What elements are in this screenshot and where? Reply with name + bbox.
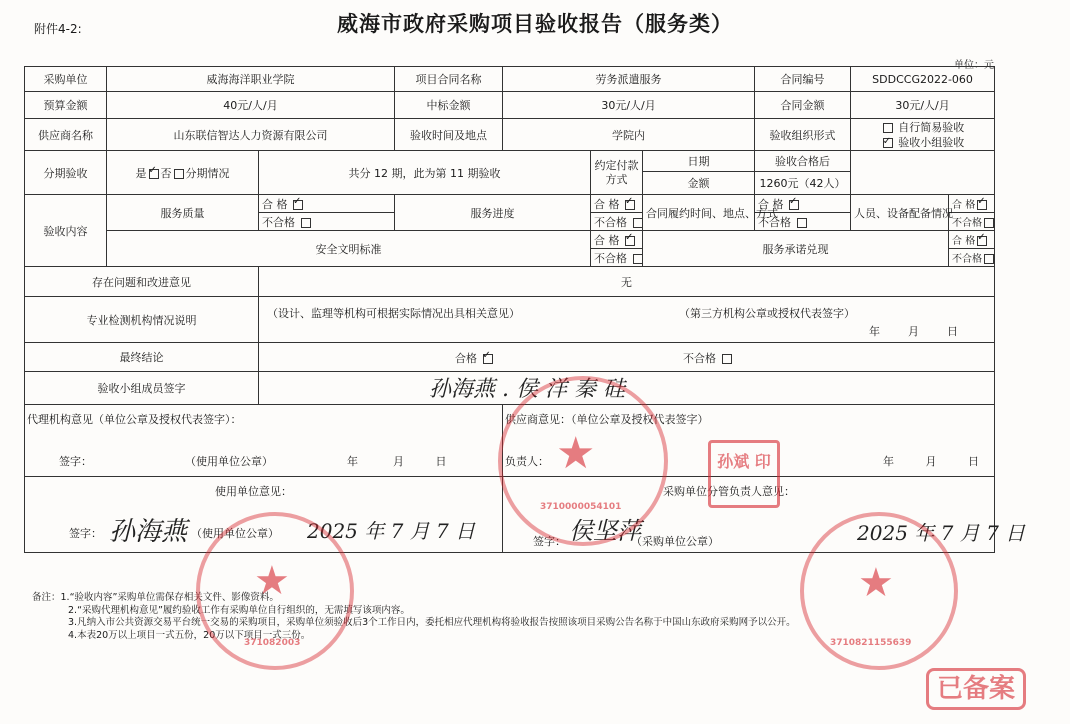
notes [32, 592, 796, 642]
progress-pass-label: 合 格 [594, 197, 620, 211]
progress-fail-checkbox[interactable] [633, 218, 643, 228]
promise-fail-label: 不合格 [952, 254, 983, 265]
supplier-seal-code: 3710000054101 [540, 502, 622, 512]
pay-amount-label: 金额 [643, 172, 755, 195]
school-seal-code: 371082003 [244, 638, 301, 648]
buyer-seal-note: （采购单位公章） [631, 535, 720, 548]
agent-day: 日 [435, 455, 447, 468]
safety-pass-label: 合 格 [594, 233, 620, 247]
perf-pass-label: 合 格 [758, 197, 784, 211]
inspection-cell [259, 297, 995, 343]
note-4: 4.本表20万以上项目一式五份，20万以下项目一式三份。 [68, 629, 311, 641]
contract-perf-label: 合同履约时间、地点、方式 [643, 195, 755, 231]
contract-name-label: 项目合同名称 [395, 67, 503, 92]
phase-options [107, 151, 259, 195]
team-check-checkbox[interactable] [883, 138, 893, 148]
college-seal-code: 3710821155639 [830, 638, 912, 648]
college-seal-star-icon: ★ [858, 560, 894, 606]
progress-fail-label: 不合格 [594, 215, 628, 229]
safety-pass-checkbox[interactable] [625, 236, 635, 246]
buyer-handwritten-name: 侯坚萍 [569, 517, 642, 545]
quality-label: 服务质量 [107, 195, 259, 231]
user-seal-note: （使用单位公章） [191, 527, 279, 540]
user-handwritten-date: 2025 年 7 月 7 日 [307, 519, 476, 543]
supplier-day: 日 [968, 455, 979, 468]
attachment-label: 附件4-2: [34, 22, 82, 36]
safety-label: 安全文明标准 [107, 231, 591, 267]
phase-yes-checkbox[interactable] [149, 169, 159, 179]
supplier-label: 供应商名称 [25, 119, 107, 151]
phase-label: 分期验收 [25, 151, 107, 195]
agent-month: 月 [392, 455, 404, 468]
inspection-note: （设计、监理等机构可根据实际情况出具相关意见） [267, 307, 520, 320]
bid-label: 中标金额 [395, 92, 503, 119]
members-label: 验收小组成员签字 [25, 372, 259, 405]
conclusion-cell [259, 343, 995, 372]
org-label: 验收组织形式 [755, 119, 851, 151]
contract-no-label: 合同编号 [755, 67, 851, 92]
safety-fail-label: 不合格 [594, 251, 628, 265]
contract-no-value: SDDCCG2022-060 [851, 67, 995, 92]
progress-pass-checkbox[interactable] [625, 200, 635, 210]
perf-pass-checkbox[interactable] [789, 200, 799, 210]
org-options [851, 119, 995, 151]
quality-fail-checkbox[interactable] [301, 218, 311, 228]
promise-pass-checkbox[interactable] [977, 236, 987, 246]
perf-fail-checkbox[interactable] [797, 218, 807, 228]
quality-pass-label: 合 格 [262, 197, 288, 211]
agent-label: 代理机构意见（单位公章及授权代表签字）： [27, 413, 242, 426]
inspection-day: 日 [946, 325, 958, 338]
agent-cell [25, 405, 503, 477]
inspection-year: 年 [869, 325, 880, 338]
agent-seal-note: （使用单位公章） [185, 455, 273, 468]
phase-no-label: 否 [160, 166, 172, 180]
self-check-label: 自行简易验收 [898, 120, 965, 134]
user-handwritten-name: 孙海燕 [109, 517, 188, 547]
agent-date [347, 453, 446, 469]
supplier-month: 月 [925, 455, 937, 468]
promise-fail-checkbox[interactable] [984, 254, 994, 264]
filed-stamp: 已备案 [926, 668, 1026, 710]
issues-label: 存在问题和改进意见 [25, 267, 259, 297]
quality-fail-label: 不合格 [262, 215, 295, 229]
budget-label: 预算金额 [25, 92, 107, 119]
supplier-date [883, 453, 979, 469]
member-signatures: 孙海燕 . 侯 洋 秦 硅 [429, 377, 625, 402]
buyer-handwritten-date: 2025 年 7 月 7 日 [857, 521, 1026, 545]
agent-year: 年 [347, 455, 358, 468]
buyer-opinion-label: 采购单位分管负责人意见： [663, 485, 796, 498]
conclusion-pass-label: 合格 [455, 352, 477, 365]
contract-amount-value: 30元/人/月 [851, 92, 995, 119]
perf-fail-label: 不合格 [758, 215, 792, 229]
budget-value: 40元/人/月 [107, 92, 395, 119]
page-title: 威海市政府采购项目验收报告（服务类） [337, 12, 733, 36]
supplier-opinion-label: 供应商意见：（单位公章及授权代表签字） [505, 413, 709, 426]
note-3: 3.凡纳入市公共资源交易平台统一交易的采购项目，采购单位须验收后3个工作日内，委托相应代理机构将验收报告按照该项目采购公告名称于中国山东政府采购网予以公开。 [68, 617, 796, 628]
supplier-seal-star-icon: ★ [556, 428, 596, 479]
supplier-head-label: 负责人： [505, 455, 550, 468]
issues-value: 无 [259, 267, 995, 297]
promise-pass-label: 合 格 [952, 236, 976, 247]
quality-pass-checkbox[interactable] [293, 200, 303, 210]
conclusion-pass-checkbox[interactable] [483, 354, 493, 364]
inspection-month: 月 [907, 325, 919, 338]
pay-date-label: 日期 [643, 151, 755, 172]
inspection-seal-note: （第三方机构公章或授权代表签字） [679, 307, 855, 320]
note-2: 2.“采购代理机构意见”履约验收工作有采购单位自行组织的，无需填写该项内容。 [68, 604, 410, 616]
phase-no-checkbox[interactable] [174, 169, 184, 179]
school-seal-star-icon: ★ [254, 558, 290, 604]
phase-yes-label: 是 [135, 166, 147, 180]
conclusion-label: 最终结论 [25, 343, 259, 372]
buyer-sign-label: 签字： [533, 535, 567, 548]
self-check-checkbox[interactable] [883, 123, 893, 133]
pay-date-value: 验收合格后 [755, 151, 851, 172]
note-1: 备注：1.“验收内容”采购单位需保存相关文件、影像资料。 [32, 592, 279, 603]
inspection-label: 专业检测机构情况说明 [25, 297, 259, 343]
personnel-pass-checkbox[interactable] [977, 200, 987, 210]
bid-value: 30元/人/月 [503, 92, 755, 119]
user-sign-label: 签字： [69, 527, 102, 540]
personal-seal-icon [708, 440, 780, 508]
conclusion-fail [683, 350, 734, 366]
buyer-label: 采购单位 [25, 67, 107, 92]
progress-label: 服务进度 [395, 195, 591, 231]
buyer-value: 威海海洋职业学院 [107, 67, 395, 92]
phase-detail-label: 分期情况 [185, 166, 230, 180]
conclusion-fail-checkbox[interactable] [722, 354, 732, 364]
pay-amount-value: 1260元（42人） [755, 172, 851, 195]
personnel-pass-label: 合 格 [952, 200, 976, 211]
personnel-fail-label: 不合格 [952, 218, 983, 229]
time-place-label: 验收时间及地点 [395, 119, 503, 151]
time-place-value: 学院内 [503, 119, 755, 151]
supplier-value: 山东联信智达人力资源有限公司 [107, 119, 395, 151]
conclusion-fail-label: 不合格 [683, 352, 716, 365]
inspection-date [869, 323, 958, 339]
payment-method-label: 约定付款方式 [591, 151, 643, 195]
agent-sign-label: 签字： [59, 455, 92, 468]
contract-amount-label: 合同金额 [755, 92, 851, 119]
personal-seal-text: 孙斌 印 [717, 452, 771, 471]
personnel-fail-checkbox[interactable] [984, 218, 994, 228]
contract-name-value: 劳务派遣服务 [503, 67, 755, 92]
supplier-year: 年 [883, 455, 895, 468]
content-label: 验收内容 [25, 195, 107, 267]
promise-label: 服务承诺兑现 [643, 231, 949, 267]
phase-detail-value: 共分 12 期，此为第 11 期验收 [259, 151, 591, 195]
blank-cell [851, 151, 995, 195]
team-check-label: 验收小组验收 [898, 135, 965, 149]
personnel-label: 人员、设备配备情况 [851, 195, 949, 231]
user-opinion-label: 使用单位意见： [215, 485, 292, 498]
safety-fail-checkbox[interactable] [633, 254, 643, 264]
unit-label: 单位：元 [954, 60, 994, 71]
conclusion-pass [455, 350, 495, 366]
